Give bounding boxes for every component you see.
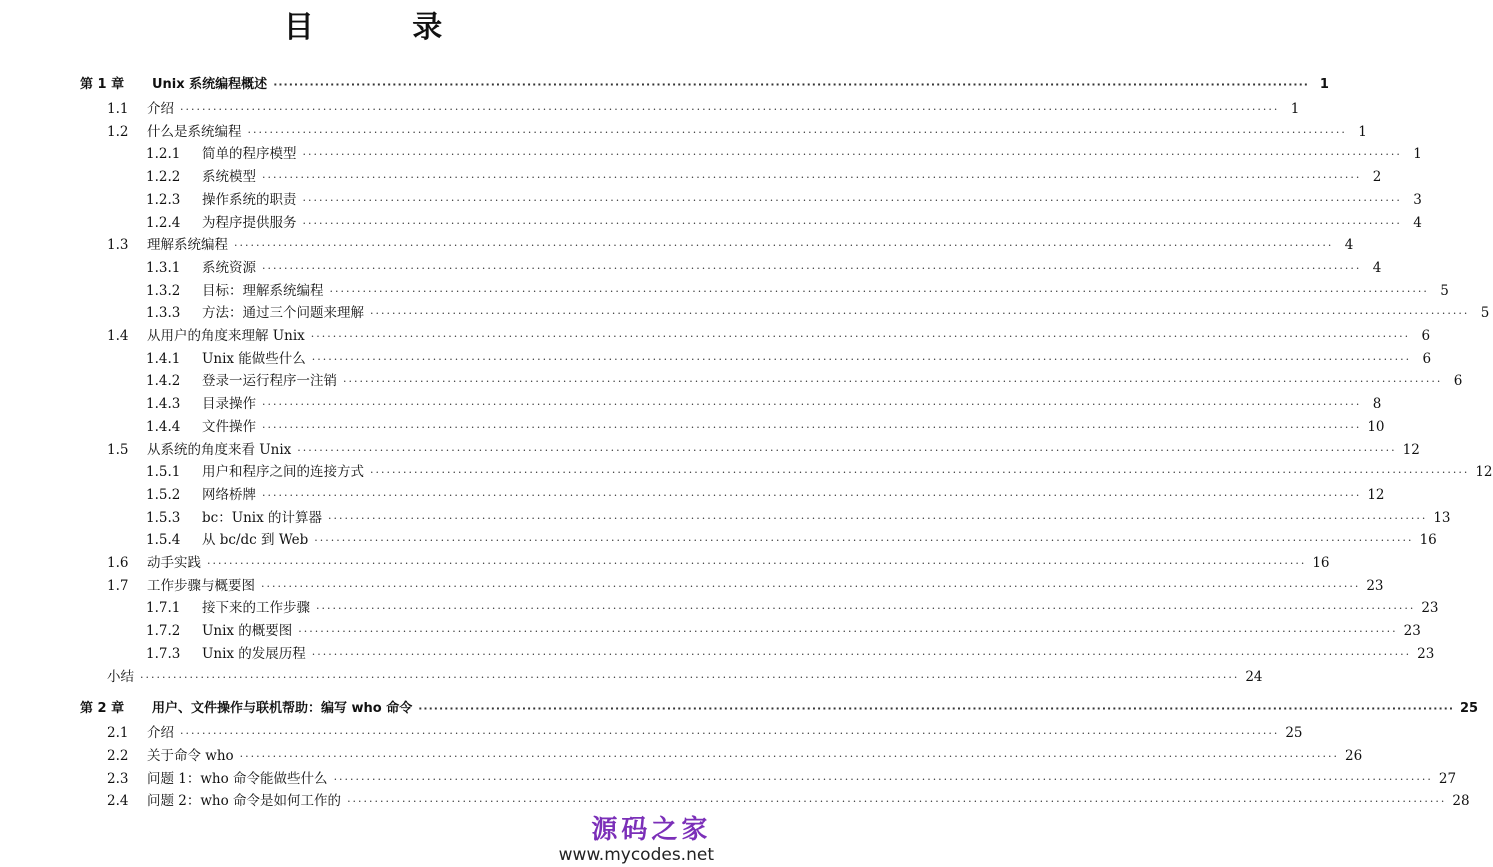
- toc-entry-title: 介绍: [147, 101, 174, 117]
- toc-leader-dots: ········································································································································································································: [262, 488, 1362, 502]
- toc-leader-dots: ········································································································································································································: [262, 261, 1362, 275]
- toc-entry[interactable]: [107, 745, 1363, 767]
- toc-entry[interactable]: [146, 620, 1421, 642]
- toc-page-number: 12: [1367, 486, 1385, 503]
- toc-entry-number: 1.7.2: [146, 623, 181, 640]
- toc-page-number: 5: [1480, 305, 1490, 322]
- toc-chapter-entry[interactable]: [80, 698, 1479, 720]
- toc-entry-number: 2.2: [107, 747, 129, 764]
- toc-entry-title: 网络桥牌: [202, 486, 256, 503]
- toc-entry-title: 系统模型: [202, 169, 256, 186]
- toc-page-number: 4: [1344, 237, 1354, 254]
- toc-entry-title: 文件操作: [202, 418, 256, 435]
- toc-page-number: 28: [1452, 793, 1470, 810]
- toc-entry[interactable]: [146, 393, 1382, 415]
- toc-leader-dots: ········································································································································································································: [328, 511, 1428, 525]
- toc-entry-number: 1.4.1: [146, 350, 181, 367]
- toc-page-number: 26: [1345, 747, 1363, 764]
- toc-entry[interactable]: [107, 722, 1303, 744]
- watermark-logo: [558, 815, 714, 865]
- toc-entry-number: 第 2 章: [80, 701, 125, 717]
- toc-chapter-entry[interactable]: [80, 74, 1329, 96]
- toc-leader-dots: ········································································································································································································: [297, 443, 1397, 457]
- toc-entry-title: 方法：通过三个问题来理解: [202, 305, 364, 322]
- toc-leader-dots: ········································································································································································································: [329, 284, 1429, 298]
- toc-entry-title: Unix 能做些什么: [202, 350, 306, 367]
- toc-entry-title: 从 bc/dc 到 Web: [202, 532, 309, 549]
- toc-entry[interactable]: [107, 325, 1431, 347]
- watermark-cn: 源码之家: [591, 815, 712, 845]
- toc-entry[interactable]: [107, 790, 1470, 812]
- toc-entry[interactable]: [146, 280, 1449, 302]
- toc-entry-title: 登录一运行程序一注销: [202, 373, 337, 390]
- toc-entry-title: 为程序提供服务: [202, 214, 297, 231]
- toc-entry[interactable]: [107, 666, 1263, 688]
- toc-entry-title: 简单的程序模型: [202, 146, 297, 163]
- toc-entry-number: 1.7: [107, 577, 129, 594]
- toc-entry-number: 1.5.4: [146, 532, 181, 549]
- toc-leader-dots: ········································································································································································································: [311, 352, 1412, 366]
- toc-entry-number: 1.5.1: [146, 464, 181, 481]
- toc-entry-title: 从系统的角度来看 Unix: [147, 441, 292, 458]
- toc-leader-dots: ········································································································································································································: [310, 330, 1411, 343]
- toc-entry-title: 小结: [107, 668, 134, 685]
- toc-entry-number: 2.3: [107, 770, 129, 787]
- toc-entry[interactable]: [146, 416, 1385, 438]
- toc-page-number: 1: [1319, 77, 1329, 92]
- toc-entry[interactable]: [146, 212, 1422, 234]
- toc-entry[interactable]: [107, 575, 1384, 597]
- toc-entry-number: 1.2.3: [146, 191, 181, 208]
- toc-leader-dots: ········································································································································································································: [302, 148, 1402, 162]
- toc-entry[interactable]: [146, 302, 1490, 324]
- toc-entry[interactable]: [146, 529, 1437, 551]
- toc-entry-number: 1.3.2: [146, 282, 181, 299]
- toc-entry[interactable]: [107, 552, 1330, 574]
- toc-entry[interactable]: [107, 121, 1367, 143]
- toc-entry-number: 1.5.2: [146, 486, 181, 503]
- toc-leader-dots: ········································································································································································································: [247, 125, 1347, 139]
- toc-page-number: 23: [1403, 623, 1421, 640]
- toc-entry[interactable]: [107, 234, 1354, 256]
- toc-entry-number: 1.6: [107, 555, 129, 571]
- toc-leader-dots: ········································································································································································································: [234, 239, 1334, 253]
- toc-entry-title: 什么是系统编程: [147, 123, 242, 140]
- toc-page-number: 1: [1413, 146, 1422, 163]
- toc-entry-number: 1.3.1: [146, 259, 181, 276]
- toc-entry-number: 1.1: [107, 101, 129, 117]
- toc-entry[interactable]: [146, 143, 1422, 165]
- toc-page-number: 23: [1421, 600, 1439, 617]
- toc-page-number: 25: [1285, 725, 1303, 742]
- toc-entry-title: bc：Unix 的计算器: [202, 509, 322, 526]
- toc-page-number: 16: [1312, 555, 1330, 571]
- toc-entry-title: 用户和程序之间的连接方式: [202, 464, 364, 481]
- toc-leader-dots: ········································································································································································································: [302, 193, 1402, 207]
- toc-entry-number: 1.3: [107, 237, 129, 254]
- toc-entry-number: 1.7.1: [146, 600, 181, 617]
- toc-page-number: 12: [1475, 464, 1493, 481]
- toc-entry[interactable]: [146, 166, 1382, 188]
- toc-entry-title: 从用户的角度来理解 Unix: [147, 328, 305, 344]
- toc-leader-dots: ········································································································································································································: [347, 795, 1447, 809]
- toc-leader-dots: ········································································································································································································: [207, 557, 1307, 570]
- toc-leader-dots: ········································································································································································································: [298, 625, 1398, 639]
- toc-entry-title: 介绍: [147, 725, 174, 742]
- toc-entry-number: 1.5: [107, 441, 129, 458]
- toc-entry-number: 2.1: [107, 725, 129, 742]
- toc-entry-number: 2.4: [107, 793, 129, 810]
- toc-entry[interactable]: [146, 348, 1432, 370]
- toc-page-number: 16: [1419, 532, 1437, 549]
- toc-entry[interactable]: [146, 461, 1493, 483]
- toc-entry-number: 1.2: [107, 123, 129, 140]
- toc-entry-number: 1.2.4: [146, 214, 181, 231]
- toc-entry-title: 理解系统编程: [147, 237, 228, 254]
- toc-entry[interactable]: [146, 597, 1439, 619]
- toc-entry-number: 1.4.4: [146, 418, 181, 435]
- toc-page-number: 4: [1372, 259, 1382, 276]
- toc-page-number: 23: [1366, 577, 1384, 594]
- toc-entry-number: 1.2.2: [146, 169, 181, 186]
- toc-leader-dots: ········································································································································································································: [343, 375, 1443, 389]
- toc-entry[interactable]: [146, 507, 1451, 529]
- toc-entry-title: 目标：理解系统编程: [202, 282, 324, 299]
- toc-leader-dots: ········································································································································································································: [180, 103, 1280, 116]
- toc-page-number: 23: [1417, 645, 1435, 662]
- toc-entry-number: 第 1 章: [80, 77, 125, 92]
- toc-entry-number: 1.4: [107, 328, 129, 344]
- toc-leader-dots: ········································································································································································································: [302, 216, 1402, 230]
- toc-entry-number: 1.4.3: [146, 396, 181, 413]
- toc-leader-dots: ········································································································································································································: [333, 772, 1433, 786]
- toc-entry-title: 接下来的工作步骤: [202, 600, 310, 617]
- toc-entry[interactable]: [146, 484, 1385, 506]
- toc-entry-title: 关于命令 who: [147, 747, 234, 764]
- toc-page-number: 10: [1367, 418, 1385, 435]
- toc-entry-title: 问题 2：who 命令是如何工作的: [147, 793, 342, 810]
- toc-leader-dots: ········································································································································································································: [311, 647, 1412, 661]
- page-title: 目 录: [283, 10, 487, 45]
- toc-leader-dots: ········································································································································································································: [239, 749, 1339, 763]
- toc-entry[interactable]: [107, 768, 1457, 790]
- toc-leader-dots: ········································································································································································································: [261, 579, 1361, 593]
- toc-entry-title: 问题 1：who 命令能做些什么: [147, 770, 328, 787]
- toc-page-number: 27: [1438, 770, 1457, 787]
- toc-page-number: 2: [1372, 169, 1382, 186]
- toc-leader-dots: ········································································································································································································: [262, 398, 1362, 412]
- toc-entry-title: 目录操作: [202, 396, 256, 413]
- toc-leader-dots: ········································································································································································································: [316, 602, 1416, 616]
- toc-entry[interactable]: [146, 257, 1382, 279]
- toc-entry-title: 动手实践: [147, 555, 201, 571]
- toc-entry-title: 用户、文件操作与联机帮助：编写 who 命令: [152, 701, 413, 717]
- toc-leader-dots: ········································································································································································································: [370, 466, 1470, 480]
- toc-page-number: 5: [1440, 282, 1449, 299]
- toc-entry-number: 1.3.3: [146, 305, 181, 322]
- toc-entry[interactable]: [146, 189, 1422, 211]
- toc-entry[interactable]: [146, 370, 1463, 392]
- toc-page-number: 1: [1358, 123, 1367, 140]
- toc-page-number: 6: [1421, 328, 1431, 344]
- toc-entry-number: 1.4.2: [146, 373, 181, 390]
- toc-entry-title: Unix 的概要图: [202, 623, 293, 640]
- toc-leader-dots: ········································································································································································································: [418, 702, 1454, 716]
- toc-entry-number: 1.5.3: [146, 509, 181, 526]
- toc-leader-dots: ········································································································································································································: [180, 727, 1280, 741]
- toc-entry[interactable]: [146, 643, 1435, 665]
- toc-entry-title: 系统资源: [202, 259, 256, 276]
- toc-page-number: 4: [1413, 214, 1422, 231]
- toc-page-number: 13: [1433, 509, 1451, 526]
- toc-page-number: 6: [1422, 350, 1432, 367]
- toc-leader-dots: ········································································································································································································: [314, 534, 1414, 548]
- toc-page-number: 24: [1245, 668, 1263, 685]
- toc-page-number: 3: [1413, 191, 1422, 208]
- toc-leader-dots: ········································································································································································································: [370, 307, 1470, 321]
- toc-entry[interactable]: [107, 98, 1300, 120]
- toc-entry[interactable]: [107, 439, 1420, 461]
- toc-entry-number: 1.7.3: [146, 645, 181, 662]
- toc-leader-dots: ········································································································································································································: [140, 670, 1240, 684]
- toc-entry-title: 工作步骤与概要图: [147, 577, 255, 594]
- toc-page-number: 6: [1453, 373, 1463, 390]
- watermark-url: www.mycodes.net: [558, 845, 714, 865]
- toc-page-number: 12: [1402, 441, 1420, 458]
- toc-page-number: 8: [1372, 396, 1382, 413]
- toc-leader-dots: ········································································································································································································: [262, 171, 1362, 185]
- toc-page-number: 1: [1290, 101, 1300, 117]
- toc-leader-dots: ········································································································································································································: [262, 420, 1362, 434]
- toc-entry-title: Unix 系统编程概述: [152, 77, 268, 92]
- toc-entry-number: 1.2.1: [146, 146, 181, 163]
- toc-entry-title: 操作系统的职责: [202, 191, 297, 208]
- toc-leader-dots: ········································································································································································································: [273, 78, 1309, 91]
- toc-page-number: 25: [1460, 701, 1479, 717]
- toc-entry-title: Unix 的发展历程: [202, 645, 306, 662]
